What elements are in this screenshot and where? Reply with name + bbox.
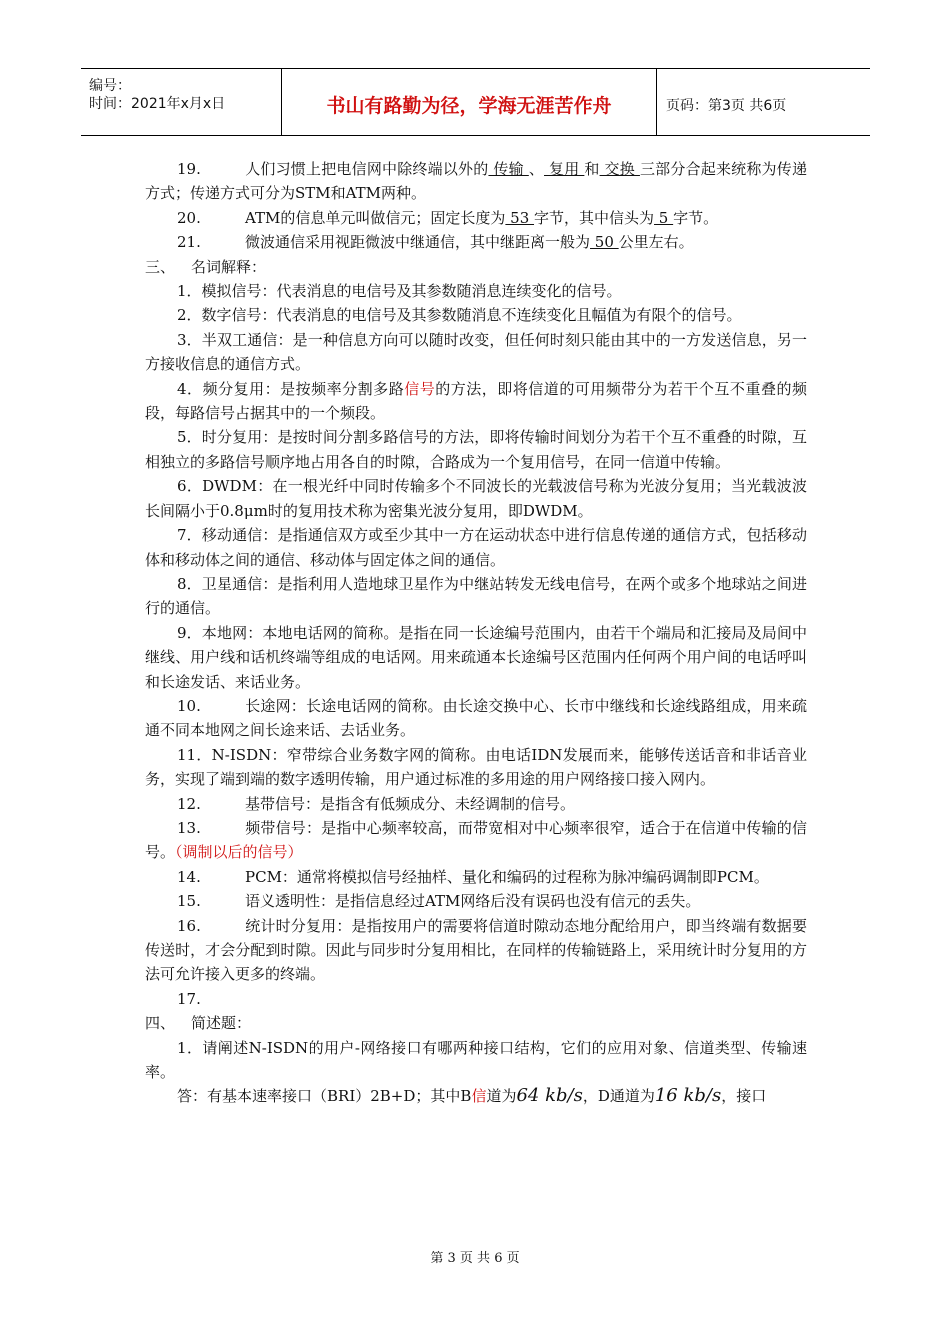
doc-time-label: 时间：2021年x月x日 (89, 96, 226, 112)
header-page-cell (657, 69, 870, 135)
motto: 书山有路勤为径，学海无涯苦作舟 (326, 95, 612, 117)
definition-5: 5．时分复用：是按时间分割多路信号的方法，即将传输时间划分为若干个互不重叠的时隙，互相独立的多路信号顺序地占用各自的时隙，合路成为一个复用信号，在同一信道中传输。 (145, 428, 807, 471)
fill-item-21: 21. 微波通信采用视距微波中继通信，其中继距离一般为 50 公里左右。 (145, 230, 807, 254)
red-highlight: 信号 (404, 379, 436, 398)
item-number: 21. (177, 233, 201, 252)
definition-9: 9．本地网：本地电话网的简称。是指在同一长途编号范围内，由若干个端局和汇接局及局间中继线、用户线和话机终端等组成的电话网。用来疏通本长途编号区范围内任何两个用户间的电话呼叫和长途发话、来话业务。 (145, 623, 807, 691)
answer-blank: 5 (654, 208, 674, 227)
item-number: 20. (177, 208, 201, 227)
definition-14: 14. PCM：通常将模拟信号经抽样、量化和编码的过程称为脉冲编码调制即PCM。 (177, 867, 769, 886)
answer-blank: 复用 (544, 160, 585, 178)
definition-17: 17. (177, 989, 201, 1008)
definition-3: 3．半双工通信：是一种信息方向可以随时改变，但任何时刻只能由其中的一方发送信息，另一方接收信息的通信方式。 (145, 330, 807, 374)
section-heading-3: 三、 名词解释： (145, 257, 267, 276)
answer-blank: 交换 (599, 160, 640, 178)
document-body (145, 157, 807, 1109)
section-title: 名词解释： (191, 257, 267, 276)
definition-16: 16. 统计时分复用：是指按用户的需要将信道时隙动态地分配给用户，即当终端有数据要传送时，才会分配到时隙。因此与同步时分复用相比，在同样的传输链路上，采用统计时分复用的方法可允许接入更多的终端。 (145, 916, 807, 984)
answer-blank: 传输 (488, 160, 529, 178)
definition-4: 4．频分复用：是按频率分割多路信号的方法，即将信道的可用频带分为若干个互不重叠的频段，每路信号占据其中的一个频段。 (145, 379, 807, 423)
red-highlight: 信 (471, 1087, 487, 1106)
rate-formula: 16 kb/s (654, 1085, 722, 1107)
answer-blank: 53 (505, 208, 535, 227)
question-1: 1．请阐述N-ISDN的用户-网络接口有哪两种接口结构，它们的应用对象、信道类型、传输速率。 (145, 1038, 807, 1082)
fill-item-20: 20. ATM的信息单元叫做信元；固定长度为 53 字节，其中信头为 5 字节。 (145, 206, 807, 230)
definition-15: 15. 语义透明性：是指信息经过ATM网络后没有误码也没有信元的丢失。 (177, 892, 701, 911)
definition-12: 12. 基带信号：是指含有低频成分、未经调制的信号。 (177, 794, 576, 813)
page-indicator: 页码：第3页 共6页 (666, 98, 787, 114)
item-number: 19. (177, 160, 201, 178)
definition-7: 7．移动通信：是指通信双方或至少其中一方在运动状态中进行信息传递的通信方式，包括移动体和移动体之间的通信、移动体与固定体之间的通信。 (145, 526, 807, 569)
section-heading-4: 四、 简述题： (145, 1014, 252, 1033)
definition-2: 2．数字信号：代表消息的电信号及其参数随消息不连续变化且幅值为有限个的信号。 (177, 306, 742, 325)
answer-blank: 50 (590, 233, 619, 252)
doc-number-label: 编号： (89, 78, 131, 94)
red-note: （调制以后的信号） (175, 843, 303, 862)
header-info-cell (81, 69, 282, 135)
definition-8: 8．卫星通信：是指利用人造地球卫星作为中继站转发无线电信号，在两个或多个地球站之间进行的通信。 (145, 574, 807, 618)
header-motto-cell (282, 69, 657, 135)
section-title: 简述题： (191, 1014, 252, 1033)
fill-item-19: 19. 人们习惯上把电信网中除终端以外的 传输 、 复用 和 交换 三部分合起来统称为传递方式；传递方式可分为STM和ATM两种。 (145, 157, 807, 206)
answer-1: 答：有基本速率接口（BRI）2B+D；其中B信道为64 kb/s，D通道为16 kb/s，接口 (177, 1085, 767, 1107)
definition-13: 13. 频带信号：是指中心频率较高，而带宽相对中心频率很窄，适合于在信道中传输的信号。（调制以后的信号） (145, 818, 807, 862)
definition-6: 6．DWDM：在一根光纤中同时传输多个不同波长的光载波信号称为光波分复用；当光载波波长间隔小于0.8μm时的复用技术称为密集光波分复用，即DWDM。 (145, 477, 807, 520)
page-header (81, 68, 870, 136)
definition-10: 10. 长途网：长途电话网的简称。由长途交换中心、长市中继线和长途线路组成，用来疏通不同本地网之间长途来话、去话业务。 (145, 696, 807, 740)
page-footer: 第 3 页 共 6 页 (430, 1251, 520, 1266)
definition-1: 1．模拟信号：代表消息的电信号及其参数随消息连续变化的信号。 (177, 282, 622, 301)
rate-formula: 64 kb/s (516, 1085, 583, 1107)
definition-11: 11．N-ISDN：窄带综合业务数字网的简称。由电话IDN发展而来，能够传送话音和非话音业务，实现了端到端的数字透明传输，用户通过标准的多用途的用户网络接口接入网内。 (145, 745, 807, 789)
